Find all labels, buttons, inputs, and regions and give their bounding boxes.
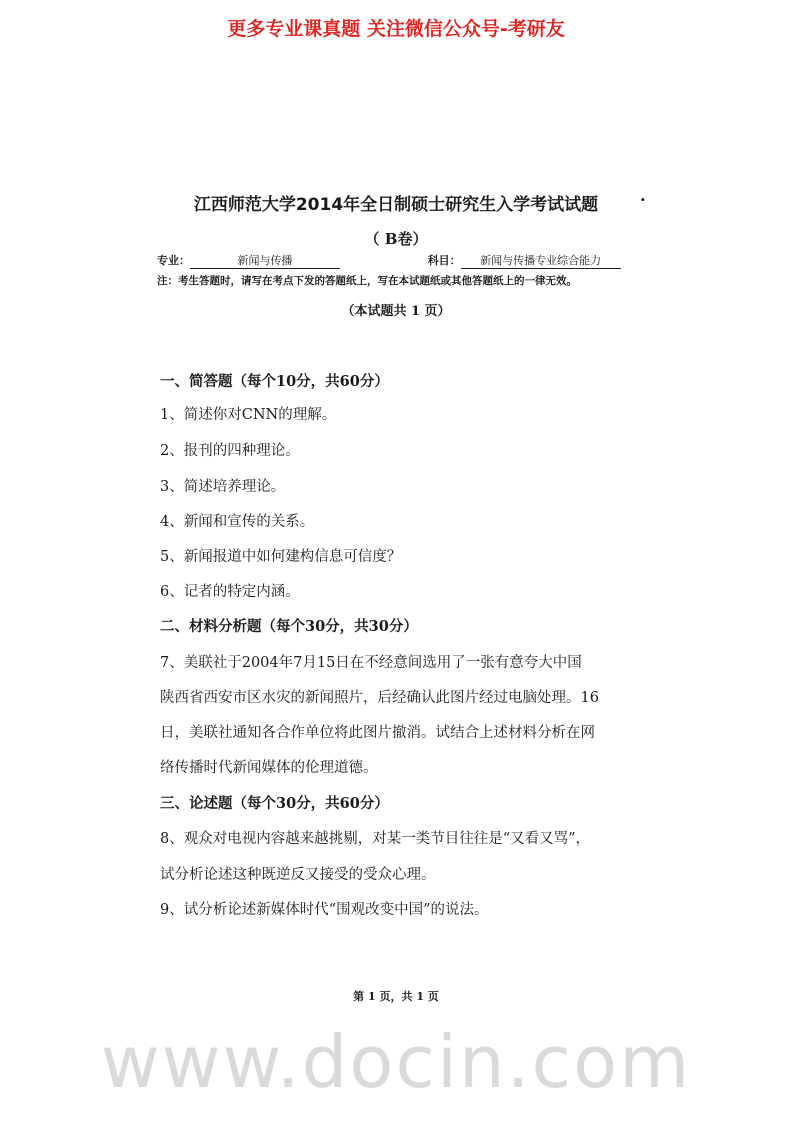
section-heading: 三、论述题（每个30分，共60分） xyxy=(160,795,389,812)
watermark: www.docin.com xyxy=(100,1020,692,1104)
question-text: 试分析论述这种既逆反又接受的受众心理。 xyxy=(160,867,436,883)
page-footer: 第 1 页，共 1 页 xyxy=(353,990,439,1003)
subject-value: 新闻与传播专业综合能力 xyxy=(461,254,621,269)
question: 9、试分析论述新媒体时代“围观改变中国”的说法。 xyxy=(160,902,489,918)
question-text: 络传播时代新闻媒体的伦理道德。 xyxy=(160,760,378,776)
subject-label: 科目： xyxy=(427,254,461,267)
question-text: 陕西省西安市区水灾的新闻照片，后经确认此图片经过电脑处理。16 xyxy=(160,690,599,706)
question-text: 日，美联社通知各合作单位将此图片撤消。试结合上述材料分析在网 xyxy=(160,725,595,741)
question: 6、记者的特定内涵。 xyxy=(160,584,300,600)
exam-meta xyxy=(157,254,621,269)
question: 5、新闻报道中如何建构信息可信度？ xyxy=(160,549,402,565)
major-value: 新闻与传播 xyxy=(190,254,340,269)
question: 7、美联社于2004年7月15日在不经意间选用了一张有意夸大中国 xyxy=(160,655,582,671)
question: 8、观众对电视内容越来越挑剔，对某一类节目往往是“又看又骂”， xyxy=(160,831,591,847)
exam-title: 江西师范大学2014年全日制硕士研究生入学考试试题 xyxy=(193,195,599,215)
paper-version: （ B卷） xyxy=(364,230,428,248)
question: 2、报刊的四种理论。 xyxy=(160,443,300,459)
exam-note: 注：考生答题时，请写在考点下发的答题纸上，写在本试题纸或其他答题纸上的一律无效。 xyxy=(157,275,577,287)
major-label: 专业： xyxy=(157,254,190,267)
page-count: （本试题共 1 页） xyxy=(341,304,451,319)
question: 3、简述培养理论。 xyxy=(160,479,286,495)
question: 1、简述你对CNN的理解。 xyxy=(160,407,337,423)
question: 4、新闻和宣传的关系。 xyxy=(160,514,315,530)
section-heading: 二、材料分析题（每个30分，共30分） xyxy=(160,618,418,635)
scan-dot: · xyxy=(640,190,646,209)
promo-banner: 更多专业课真题 关注微信公众号-考研友 xyxy=(227,18,565,40)
section-heading: 一、简答题（每个10分，共60分） xyxy=(160,373,389,390)
